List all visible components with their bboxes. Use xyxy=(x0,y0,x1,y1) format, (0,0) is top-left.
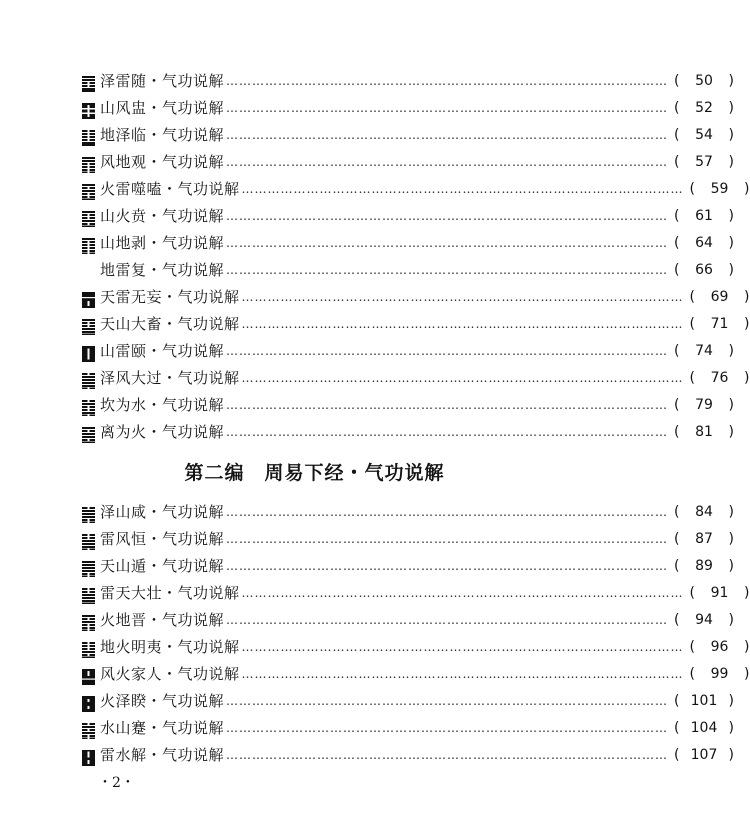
page-footer-number: ・2・ xyxy=(98,775,135,791)
page-ref: ( 50 ) xyxy=(674,68,734,95)
toc-entry-title: 风火家人・气功说解 xyxy=(100,665,240,683)
dot-leader: ………………………………………………………………………………………… xyxy=(226,236,669,250)
toc-entry-title: 离为火・气功说解 xyxy=(100,423,225,441)
hexagram-icon xyxy=(82,317,95,333)
hexagram-icon xyxy=(82,344,95,360)
dot-leader: ………………………………………………………………………………………… xyxy=(226,344,669,358)
page-number: 107 xyxy=(690,747,718,763)
page-ref: ( 57 ) xyxy=(674,149,734,176)
dot-leader: ………………………………………………………………………………………… xyxy=(226,748,669,762)
dot-leader: ………………………………………………………………………………………… xyxy=(226,505,669,519)
toc-entry-title: 风地观・气功说解 xyxy=(100,153,225,171)
hexagram-icon xyxy=(82,128,95,144)
page-ref: ( 54 ) xyxy=(674,122,734,149)
page-number: 81 xyxy=(695,424,713,440)
page-ref: ( 59 ) xyxy=(690,176,750,203)
page-number: 54 xyxy=(695,127,713,143)
page-ref: ( 69 ) xyxy=(690,284,750,311)
page-ref: ( 107 ) xyxy=(674,742,734,769)
section-heading: 第二编 周易下经・气功说解 xyxy=(184,462,445,484)
toc-entry-title: 山地剥・气功说解 xyxy=(100,234,225,252)
page-number: 89 xyxy=(695,558,713,574)
page-ref: ( 87 ) xyxy=(674,526,734,553)
toc-entry-title: 天雷无妄・气功说解 xyxy=(100,288,240,306)
page-number: 94 xyxy=(695,612,713,628)
toc-entry[interactable] xyxy=(82,634,750,661)
dot-leader: ………………………………………………………………………………………… xyxy=(241,640,684,654)
toc-entry[interactable] xyxy=(82,661,750,688)
dot-leader: ………………………………………………………………………………………… xyxy=(241,586,684,600)
toc-entry-title: 天山大畜・气功说解 xyxy=(100,315,240,333)
toc-entry[interactable] xyxy=(82,338,735,365)
page-ref: ( 66 ) xyxy=(674,257,734,284)
page-number: 66 xyxy=(695,262,713,278)
hexagram-icon xyxy=(82,425,95,441)
toc-list-part-1 xyxy=(82,68,750,446)
page-ref: ( 64 ) xyxy=(674,230,734,257)
toc-entry-title: 天山遁・气功说解 xyxy=(100,557,225,575)
page-number: 59 xyxy=(710,181,729,197)
page-ref: ( 89 ) xyxy=(674,553,734,580)
page-number: 79 xyxy=(695,397,713,413)
hexagram-icon xyxy=(82,505,95,521)
dot-leader: ………………………………………………………………………………………… xyxy=(241,667,684,681)
page-number: 74 xyxy=(695,343,713,359)
toc-entry[interactable] xyxy=(82,715,735,742)
toc-entry-title: 泽山咸・气功说解 xyxy=(100,503,225,521)
toc-entry[interactable] xyxy=(82,284,750,311)
toc-entry[interactable] xyxy=(82,311,750,338)
toc-entry[interactable] xyxy=(82,95,735,122)
page-number: 64 xyxy=(695,235,713,251)
page-number: 101 xyxy=(690,693,718,709)
page-ref: ( 76 ) xyxy=(690,365,750,392)
hexagram-icon xyxy=(82,74,95,90)
hexagram-icon xyxy=(82,694,95,710)
toc-part-2 xyxy=(82,499,750,769)
toc-entry[interactable] xyxy=(82,553,735,580)
hexagram-icon xyxy=(82,586,95,602)
dot-leader: ………………………………………………………………………………………… xyxy=(241,371,684,385)
toc-part-1 xyxy=(82,68,750,446)
page-number: 84 xyxy=(695,504,713,520)
toc-entry-title: 坎为水・气功说解 xyxy=(100,396,225,414)
hexagram-icon xyxy=(82,613,95,629)
toc-entry-title: 泽风大过・气功说解 xyxy=(100,369,240,387)
toc-entry-title: 火泽睽・气功说解 xyxy=(100,692,225,710)
dot-leader: ………………………………………………………………………………………… xyxy=(226,425,669,439)
toc-entry[interactable] xyxy=(82,203,735,230)
page-ref: ( 84 ) xyxy=(674,499,734,526)
page-number: 96 xyxy=(710,639,729,655)
toc-entry-title: 山火贲・气功说解 xyxy=(100,207,225,225)
toc-list-part-2 xyxy=(82,499,750,769)
page-number: 71 xyxy=(710,316,729,332)
page-number: 61 xyxy=(695,208,713,224)
hexagram-icon xyxy=(82,182,95,198)
dot-leader: ………………………………………………………………………………………… xyxy=(226,128,669,142)
dot-leader: ………………………………………………………………………………………… xyxy=(226,209,669,223)
toc-entry[interactable] xyxy=(82,607,735,634)
page-ref: ( 79 ) xyxy=(674,392,734,419)
page-number: 52 xyxy=(695,100,713,116)
hexagram-icon xyxy=(82,398,95,414)
toc-entry-title: 泽雷随・气功说解 xyxy=(100,72,225,90)
toc-entry[interactable] xyxy=(82,392,735,419)
dot-leader: ………………………………………………………………………………………… xyxy=(226,263,669,277)
toc-entry[interactable] xyxy=(82,365,750,392)
toc-entry[interactable] xyxy=(82,742,735,769)
hexagram-icon xyxy=(82,532,95,548)
page-number: 91 xyxy=(710,585,729,601)
page-number: 104 xyxy=(690,720,718,736)
toc-entry[interactable] xyxy=(82,688,735,715)
toc-entry[interactable] xyxy=(82,419,735,446)
page-number: 69 xyxy=(710,289,729,305)
toc-entry[interactable] xyxy=(82,122,735,149)
toc-entry-title: 地泽临・气功说解 xyxy=(100,126,225,144)
page-number: 76 xyxy=(710,370,729,386)
toc-entry[interactable] xyxy=(82,526,735,553)
hexagram-icon xyxy=(82,371,95,387)
hexagram-icon xyxy=(82,290,95,306)
toc-entry-title: 地雷复・气功说解 xyxy=(100,261,225,279)
dot-leader: ………………………………………………………………………………………… xyxy=(241,182,684,196)
hexagram-icon xyxy=(82,101,95,117)
dot-leader: ………………………………………………………………………………………… xyxy=(226,398,669,412)
toc-entry[interactable] xyxy=(82,68,735,95)
dot-leader: ………………………………………………………………………………………… xyxy=(226,101,669,115)
hexagram-icon xyxy=(82,640,95,656)
dot-leader: ………………………………………………………………………………………… xyxy=(226,613,669,627)
page-ref: ( 101 ) xyxy=(674,688,734,715)
toc-entry-title: 雷风恒・气功说解 xyxy=(100,530,225,548)
page-ref: ( 91 ) xyxy=(690,580,750,607)
page-ref: ( 81 ) xyxy=(674,419,734,446)
page-number: 57 xyxy=(695,154,713,170)
page-ref: ( 74 ) xyxy=(674,338,734,365)
dot-leader: ………………………………………………………………………………………… xyxy=(226,532,669,546)
hexagram-icon xyxy=(82,559,95,575)
toc-entry-title: 水山蹇・气功说解 xyxy=(100,719,225,737)
page-ref: ( 61 ) xyxy=(674,203,734,230)
toc-entry[interactable] xyxy=(82,230,735,257)
toc-entry-title: 山雷颐・气功说解 xyxy=(100,342,225,360)
toc-entry[interactable] xyxy=(82,580,750,607)
dot-leader: ………………………………………………………………………………………… xyxy=(241,290,684,304)
dot-leader: ………………………………………………………………………………………… xyxy=(226,694,669,708)
toc-entry[interactable] xyxy=(82,257,735,284)
hexagram-icon xyxy=(82,236,95,252)
page-ref: ( 94 ) xyxy=(674,607,734,634)
dot-leader: ………………………………………………………………………………………… xyxy=(226,721,669,735)
page-ref: ( 71 ) xyxy=(690,311,750,338)
toc-entry[interactable] xyxy=(82,149,735,176)
dot-leader: ………………………………………………………………………………………… xyxy=(226,559,669,573)
toc-entry-title: 火雷噬嗑・气功说解 xyxy=(100,180,240,198)
page-ref: ( 96 ) xyxy=(690,634,750,661)
dot-leader: ………………………………………………………………………………………… xyxy=(241,317,684,331)
hexagram-icon xyxy=(82,209,95,225)
toc-entry-title: 火地晋・气功说解 xyxy=(100,611,225,629)
toc-entry[interactable] xyxy=(82,499,735,526)
page-ref: ( 99 ) xyxy=(690,661,750,688)
page-number: 87 xyxy=(695,531,713,547)
hexagram-icon xyxy=(82,667,95,683)
page-ref: ( 52 ) xyxy=(674,95,734,122)
toc-entry-title: 雷水解・气功说解 xyxy=(100,746,225,764)
page-ref: ( 104 ) xyxy=(674,715,734,742)
hexagram-icon xyxy=(82,721,95,737)
hexagram-icon xyxy=(82,748,95,764)
page-number: 50 xyxy=(695,73,713,89)
toc-entry[interactable] xyxy=(82,176,750,203)
dot-leader: ………………………………………………………………………………………… xyxy=(226,155,669,169)
toc-entry-title: 地火明夷・气功说解 xyxy=(100,638,240,656)
toc-entry-title: 山风盅・气功说解 xyxy=(100,99,225,117)
page-number: 99 xyxy=(710,666,729,682)
hexagram-icon xyxy=(82,155,95,171)
toc-entry-title: 雷天大壮・气功说解 xyxy=(100,584,240,602)
dot-leader: ………………………………………………………………………………………… xyxy=(226,74,669,88)
